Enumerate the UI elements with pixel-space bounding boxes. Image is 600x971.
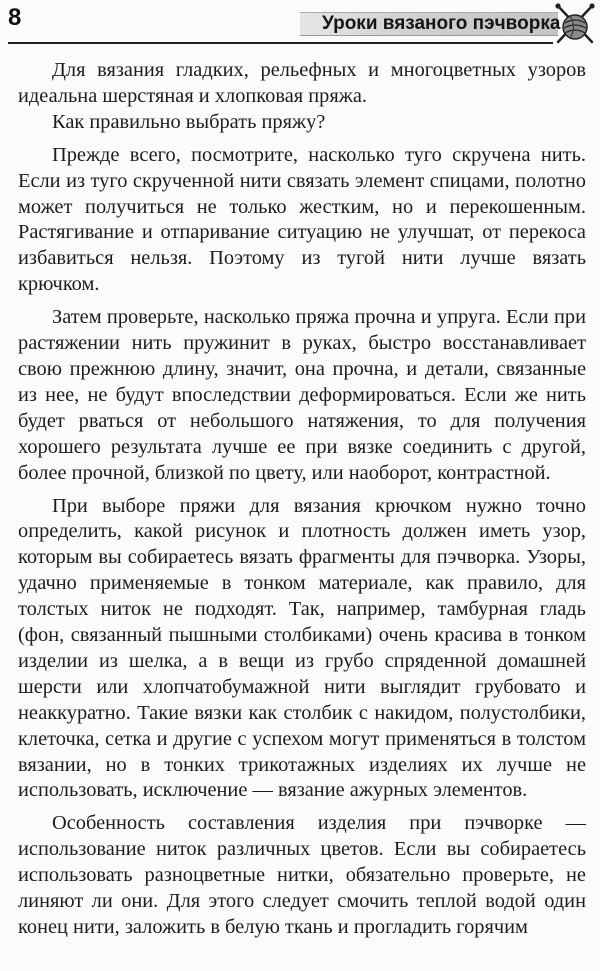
- header-rule: [8, 42, 553, 44]
- paragraph: Особенность составления изделия при пэчворке — использование ниток различных цветов. Если вы собираетесь использовать разноцветные нитки, обязательно проверьте, не линяют ли они. Для этого следует смочить теплой водой один конец нити, заложить в белую ткань и прогладить горячим: [18, 812, 586, 938]
- paragraph: Прежде всего, посмотрите, насколько туго скручена нить. Если из туго скрученной нити связать элемент спицами, полотно может получиться не только жестким, но и перекошенным. Растягивание и отпаривание ситуацию не улучшат, от перекоса избавиться нельзя. Поэтому из тугой нити лучше вязать крючком.: [18, 143, 586, 296]
- page-number: 8: [8, 4, 22, 31]
- yarn-ball-needles-icon: [552, 2, 598, 46]
- page-header: [0, 0, 600, 46]
- paragraph: Затем проверьте, насколько пряжа прочна и упруга. Если при растяжении нить пружинит в руках, быстро восстанавливает свою прежнюю длину, значит, она прочна, и детали, связанные из нее, не будут впоследствии деформироваться. Если же нить будет рваться от небольшого натяжения, то для получения хорошего результата лучше ее при вязке соединить с другой, более прочной, близкой по цвету, или наоборот, контрастной.: [18, 306, 586, 484]
- running-title: Уроки вязаного пэчворка: [322, 13, 561, 34]
- paragraph: Как правильно выбрать пряжу?: [52, 110, 326, 133]
- paragraph: Для вязания гладких, рельефных и многоцветных узоров идеальна шерстяная и хлопковая пряжа.: [18, 59, 586, 107]
- paragraph: При выборе пряжи для вязания крючком нужно точно определить, какой рисунок и плотность должен иметь узор, которым вы собираетесь вязать фрагменты для пэчворка. Узоры, удачно применяемые в тонком материале, как правило, для толстых ниток не подходят. Так, например, тамбурная гладь (фон, связанный пышными столбиками) очень красива в тонком изделии из шелка, а в вещи из грубо спряденной домашней шерсти или хлопчатобумажной нити выглядит грубовато и неаккуратно. Такие вязки как столбик с накидом, полустолбики, клеточка, сетка и другие с успехом могут применяться в толстом вязании, но в тонких трикотажных изделиях их лучше не использовать, исключение — вязание ажурных элементов.: [18, 494, 586, 802]
- body-text: [18, 58, 586, 941]
